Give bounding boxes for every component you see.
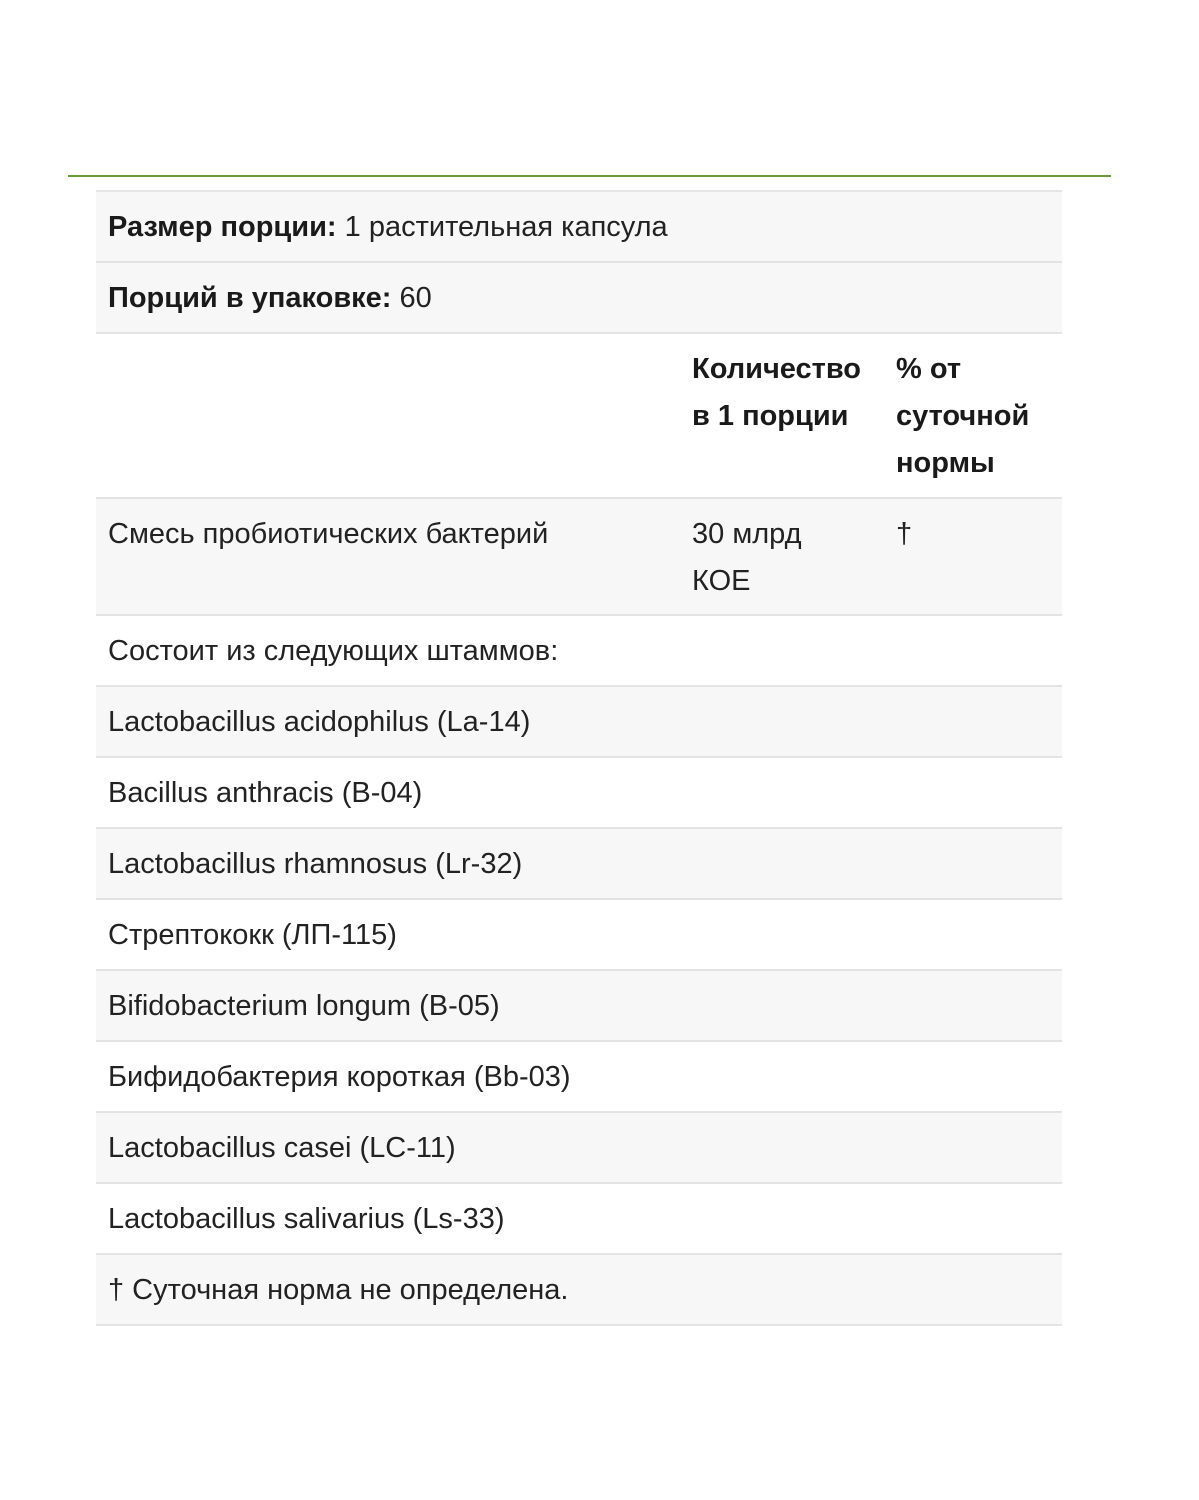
blend-dv-cell: †	[896, 518, 913, 550]
probiotic-blend-row	[96, 499, 1062, 616]
strain-name: Lactobacillus rhamnosus (Lr-32)	[108, 847, 523, 880]
header-amount-cell	[692, 346, 896, 497]
table-header-row	[96, 334, 1062, 499]
header-dv-line2: суточной	[896, 400, 1030, 432]
strain-row	[96, 1042, 1062, 1113]
header-name-cell	[96, 346, 692, 497]
strain-name: Lactobacillus casei (LC-11)	[108, 1131, 456, 1164]
strain-row	[96, 1184, 1062, 1255]
blend-amount-cell	[692, 511, 896, 614]
blend-name-cell: Смесь пробиотических бактерий	[108, 518, 549, 550]
header-accent-rule	[68, 175, 1111, 177]
servings-per-container-text	[108, 278, 432, 318]
strain-row	[96, 758, 1062, 829]
serving-size-row	[96, 192, 1062, 263]
strains-intro-row	[96, 616, 1062, 687]
strain-name: Lactobacillus salivarius (Ls-33)	[108, 1202, 505, 1235]
strain-row	[96, 687, 1062, 758]
strain-row	[96, 1113, 1062, 1184]
servings-per-container-row	[96, 263, 1062, 334]
header-dv-cell	[896, 346, 1062, 497]
header-dv-line3: нормы	[896, 447, 995, 479]
strains-intro-text: Состоит из следующих штаммов:	[108, 634, 559, 667]
footnote-text: † Суточная норма не определена.	[108, 1273, 569, 1306]
header-amount-line2: в 1 порции	[692, 400, 849, 432]
servings-per-container-label: Порций в упаковке:	[108, 281, 392, 314]
strain-row	[96, 900, 1062, 971]
blend-amount-line1: 30 млрд	[692, 518, 802, 550]
serving-size-text	[108, 207, 668, 247]
serving-size-value: 1 растительная капсула	[344, 210, 668, 243]
header-dv-line1: % от	[896, 353, 962, 385]
strain-name: Стрептококк (ЛП-115)	[108, 918, 397, 951]
strain-row	[96, 971, 1062, 1042]
servings-per-container-value: 60	[399, 281, 432, 314]
strain-row	[96, 829, 1062, 900]
strain-name: Bacillus anthracis (B-04)	[108, 776, 423, 809]
strain-name: Lactobacillus acidophilus (La-14)	[108, 705, 531, 738]
serving-size-label: Размер порции:	[108, 210, 337, 243]
supplement-facts-table	[96, 190, 1062, 1326]
blend-amount-line2: КОЕ	[692, 565, 751, 597]
strain-name: Бифидобактерия короткая (Bb-03)	[108, 1060, 571, 1093]
strain-name: Bifidobacterium longum (B-05)	[108, 989, 500, 1022]
footnote-row	[96, 1255, 1062, 1326]
header-amount-line1: Количество	[692, 353, 862, 385]
